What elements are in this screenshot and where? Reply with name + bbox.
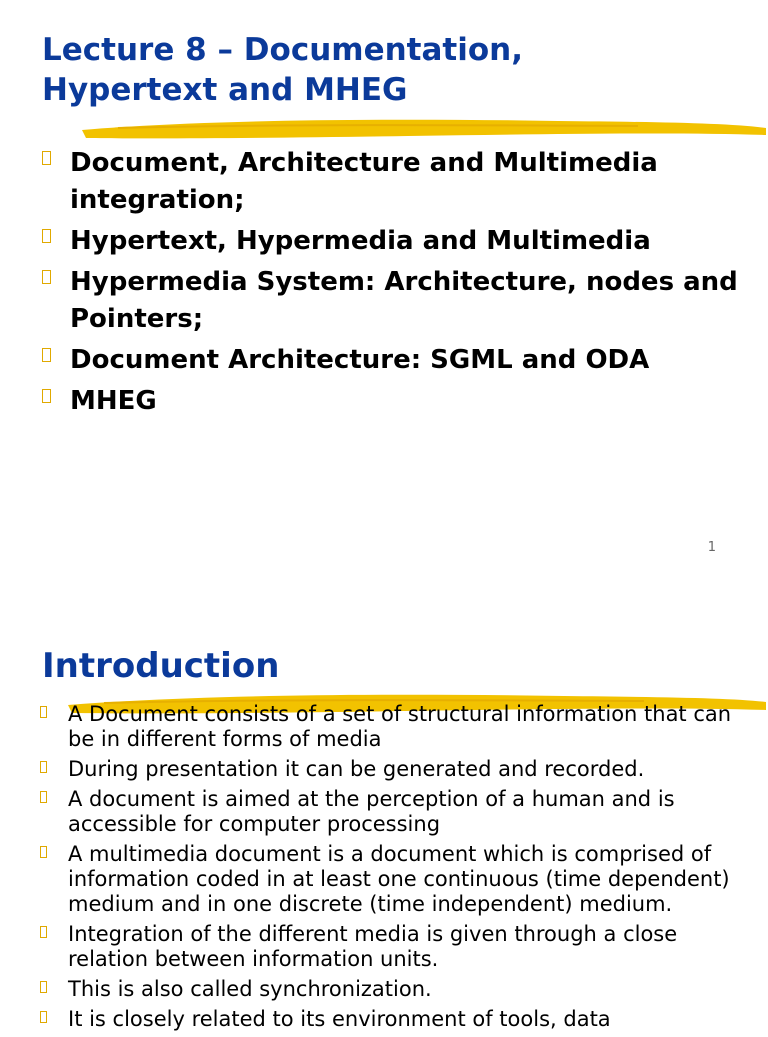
bullet-item xyxy=(42,264,742,338)
bullet-icon xyxy=(40,761,47,773)
page-number: 1 xyxy=(707,540,716,555)
bullet-icon xyxy=(42,348,51,362)
bullet-icon xyxy=(40,706,47,718)
bullet-icon xyxy=(40,1011,47,1023)
bullet-text: Integration of the different media is given through a close relation between information units. xyxy=(68,922,678,971)
bullet-text: Hypermedia System: Architecture, nodes and Pointers; xyxy=(70,267,738,334)
bullet-icon xyxy=(42,151,51,165)
bullet-item xyxy=(42,223,742,260)
bullet-item xyxy=(40,702,740,752)
bullet-icon xyxy=(40,791,47,803)
slide-1-title-line-2: Hypertext and MHEG xyxy=(42,72,408,108)
bullet-icon xyxy=(42,389,51,403)
bullet-icon xyxy=(42,270,51,284)
bullet-item xyxy=(40,922,740,972)
bullet-item xyxy=(40,1007,740,1032)
slide-1-title-line-1: Lecture 8 – Documentation, xyxy=(42,32,523,68)
bullet-item xyxy=(42,342,742,379)
bullet-item xyxy=(42,383,742,420)
bullet-text: During presentation it can be generated and recorded. xyxy=(68,757,645,781)
bullet-text: A Document consists of a set of structural information that can be in different forms of media xyxy=(68,702,732,751)
highlight-stroke xyxy=(78,110,768,144)
bullet-icon xyxy=(40,981,47,993)
bullet-item xyxy=(40,787,740,837)
bullet-text: A document is aimed at the perception of a human and is accessible for computer processing xyxy=(68,787,675,836)
bullet-icon xyxy=(40,846,47,858)
slide-1-bullet-list xyxy=(42,145,742,424)
bullet-item xyxy=(42,145,742,219)
bullet-text: Document Architecture: SGML and ODA xyxy=(70,345,650,375)
bullet-icon xyxy=(42,229,51,243)
slide-2-bullet-list xyxy=(40,702,740,1037)
bullet-text: This is also called synchronization. xyxy=(68,977,432,1001)
bullet-item xyxy=(40,757,740,782)
bullet-text: It is closely related to its environment of tools, data xyxy=(68,1007,611,1031)
slide-1-title xyxy=(42,30,523,110)
bullet-text: A multimedia document is a document which is comprised of information coded in at least one continuous (time dependent) medium and in one discrete (time independent) medium. xyxy=(68,842,730,916)
bullet-icon xyxy=(40,926,47,938)
bullet-item xyxy=(40,977,740,1002)
slide-2-title: Introduction xyxy=(42,646,280,686)
bullet-text: Document, Architecture and Multimedia integration; xyxy=(70,148,658,215)
bullet-text: MHEG xyxy=(70,386,157,416)
bullet-item xyxy=(40,842,740,917)
bullet-text: Hypertext, Hypermedia and Multimedia xyxy=(70,226,651,256)
slide-2 xyxy=(0,590,768,1031)
